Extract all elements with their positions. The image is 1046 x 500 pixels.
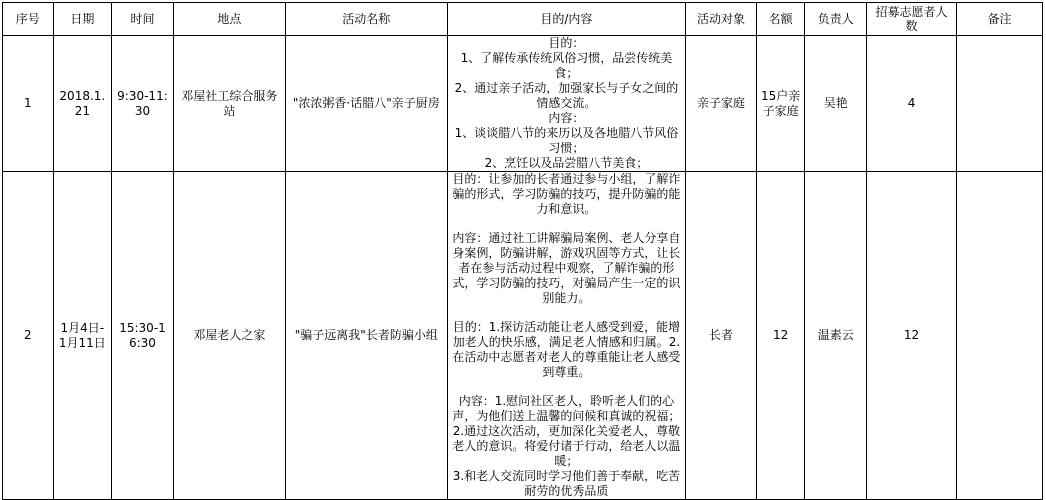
cell-activity: "骗子远离我"长者防骗小组: [285, 172, 447, 500]
header-time: 时间: [112, 3, 174, 36]
purpose-line: 1、了解传承传统风俗习惯，品尝传统美食；: [460, 51, 673, 80]
cell-index: 1: [3, 36, 54, 172]
purpose-paragraph: 3.和老人交流同时学习他们善于奉献，吃苦耐劳的优秀品质: [452, 469, 681, 498]
header-activity: 活动名称: [285, 3, 447, 36]
purpose-line: 1、谈谈腊八节的来历以及各地腊八节风俗习惯；: [454, 126, 679, 155]
cell-purpose: [447, 36, 686, 172]
cell-index: 2: [3, 172, 54, 500]
purpose-paragraph: 2.通过这次活动，更加深化关爱老人，尊敬老人的意识。将爱付诸于行动，给老人以温暖；: [452, 424, 681, 468]
table-row: [3, 36, 1043, 172]
cell-target: 长者: [686, 172, 757, 500]
cell-location: 邓屋老人之家: [173, 172, 285, 500]
cell-purpose: [447, 172, 686, 500]
cell-time: 15:30-16:30: [112, 172, 174, 500]
cell-remarks: [956, 36, 1042, 172]
cell-date: 1月4日-1月11日: [53, 172, 112, 500]
header-volunteers: 招募志愿者人数: [867, 3, 957, 36]
cell-location: 邓屋社工综合服务站: [173, 36, 285, 172]
header-quota: 名额: [756, 3, 805, 36]
cell-activity: "浓浓粥香·话腊八"亲子厨房: [285, 36, 447, 172]
purpose-line: 2、通过亲子活动，加强家长与子女之间的情感交流。: [454, 81, 679, 110]
cell-target: 亲子家庭: [686, 36, 757, 172]
purpose-line: 目的：: [548, 36, 585, 50]
header-target: 活动对象: [686, 3, 757, 36]
purpose-line: 2、烹饪以及品尝腊八节美食；: [484, 156, 649, 170]
cell-leader: 温素云: [805, 172, 867, 500]
purpose-line: 内容：: [548, 111, 585, 125]
cell-leader: 吴艳: [805, 36, 867, 172]
cell-remarks: [956, 172, 1042, 500]
cell-quota: 15户亲子家庭: [756, 36, 805, 172]
header-index: 序号: [3, 3, 54, 36]
cell-volunteers: 12: [867, 172, 957, 500]
activity-schedule-table: [2, 2, 1043, 500]
cell-volunteers: 4: [867, 36, 957, 172]
purpose-paragraph: 目的：1.探访活动能让老人感受到爱，能增加老人的快乐感，满足老人情感和归属。2.在活动中志愿者对老人的尊重能让老人感受到尊重。: [452, 320, 681, 379]
purpose-paragraph: 目的：让参加的长者通过参与小组，了解诈骗的形式，学习防骗的技巧，提升防骗的能力和意识。: [452, 172, 681, 216]
table-row: [3, 172, 1043, 500]
cell-quota: 12: [756, 172, 805, 500]
purpose-paragraph: 内容：1.慰问社区老人，聆听老人们的心声，为他们送上温馨的问候和真诚的祝福；: [452, 394, 681, 423]
header-leader: 负责人: [805, 3, 867, 36]
header-purpose: 目的/内容: [447, 3, 686, 36]
cell-time: 9:30-11:30: [112, 36, 174, 172]
header-location: 地点: [173, 3, 285, 36]
header-remarks: 备注: [956, 3, 1042, 36]
purpose-paragraph: 内容：通过社工讲解骗局案例、老人分享自身案例，防骗讲解，游戏巩固等方式，让长者在参与活动过程中观察，了解诈骗的形式，学习防骗的技巧，对骗局产生一定的识别能力。: [452, 231, 681, 305]
header-row: [3, 3, 1043, 36]
cell-date: 2018.1.21: [53, 36, 112, 172]
header-date: 日期: [53, 3, 112, 36]
